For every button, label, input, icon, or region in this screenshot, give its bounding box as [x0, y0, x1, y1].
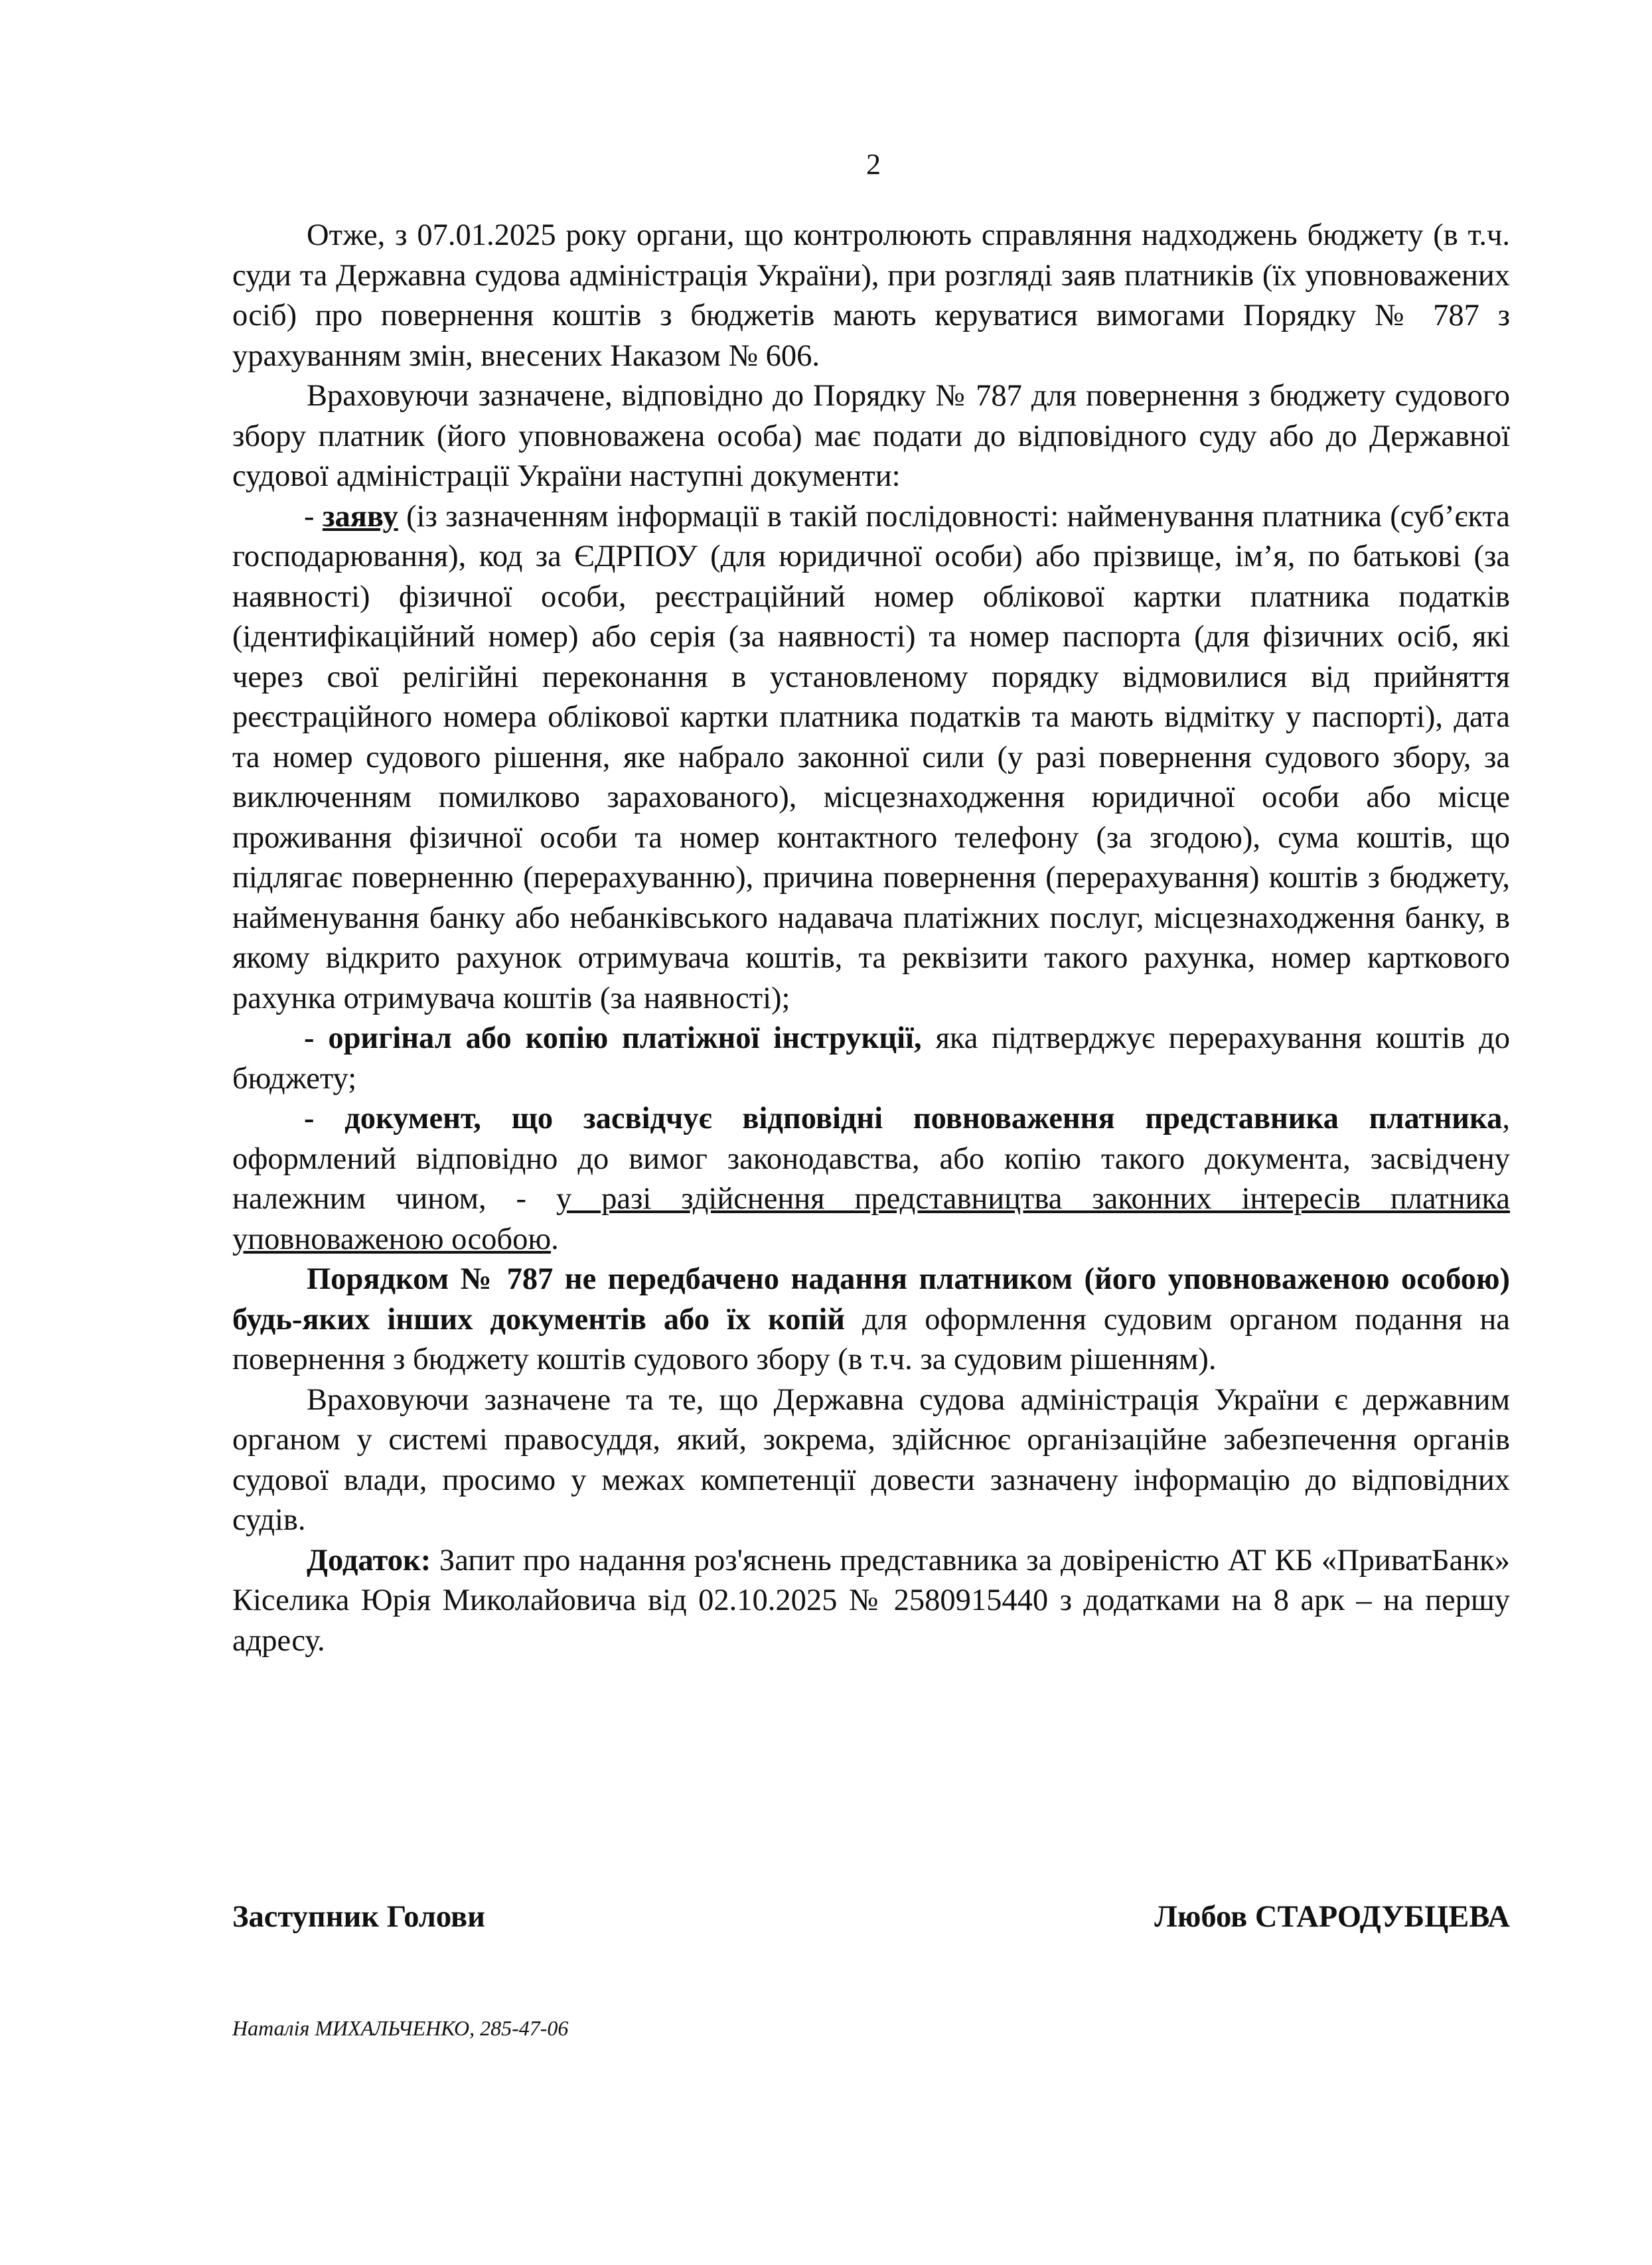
appendix-paragraph: [232, 1541, 1510, 1662]
payment-instruction-term: - оригінал або копію платіжної інструкції,: [304, 1021, 922, 1055]
appendix-text: Запит про надання роз'яснень представника за довіреністю АТ КБ «ПриватБанк» Кіселика Юрія Миколайовича від 02.10.2025 № 2580915440 з додатками на 8 арк – на першу адресу.: [232, 1543, 1510, 1658]
authority-document-condition: у разі здійснення представництва законних інтересів платника уповноваженою особою: [232, 1182, 1510, 1256]
paragraph-3-emphasis: Порядком № 787 не передбачено надання платником (його уповноваженою особою) будь-яких інших документів або їх копій: [232, 1262, 1510, 1337]
list-item-application: [232, 497, 1510, 1019]
signatory-name: Любов СТАРОДУБЦЕВА: [1154, 1900, 1510, 1934]
list-item-authority-document: [232, 1099, 1510, 1260]
paragraph-3: [232, 1260, 1510, 1380]
list-item-payment-instruction: [232, 1019, 1510, 1099]
paragraph-4: Враховуючи зазначене та те, що Державна судова адміністрація України є державним органом у системі правосуддя, який, зокрема, здійснює організаційне забезпечення органів судової влади, просимо у межах компетенції довести зазначену інформацію до відповідних судів.: [232, 1382, 1510, 1537]
appendix-label: Додаток:: [307, 1543, 431, 1577]
payment-instruction-details: яка підтверджує перерахування коштів до бюджету;: [232, 1021, 1510, 1096]
paragraph-1: Отже, з 07.01.2025 року органи, що контролюють справляння надходжень бюджету (в т.ч. суди та Державна судова адміністрація України), при розгляді заяв платників (їх уповноважених осіб) про повернення коштів з бюджетів мають керуватися вимогами Порядку № 787 з урахуванням змін, внесених Наказом № 606.: [232, 218, 1510, 373]
paragraph-2: Враховуючи зазначене, відповідно до Порядку № 787 для повернення з бюджету судового збору платник (його уповноважена особа) має подати до відповідного суду або до Державної судової адміністрації України наступні документи:: [232, 379, 1510, 493]
executor-line: Наталія МИХАЛЬЧЕНКО, 285-47-06: [232, 2016, 569, 2040]
paragraph-3-rest: для оформлення судовим органом подання на повернення з бюджету коштів судового збору (в т.ч. за судовим рішенням).: [232, 1302, 1510, 1376]
application-details: (із зазначенням інформації в такій послідовності: найменування платника (суб’єкта господарювання), код за ЄДРПОУ (для юридичної особи) або прізвище, ім’я, по батькові (за наявності) фізичної особи, реєстраційний номер облікової картки платника податків (ідентифікаційний номер) або серія (за наявності) та номер паспорта (для фізичних осіб, які через свої релігійні переконання в установленому порядку відмовилися від прийняття реєстраційного номера облікової картки платника податків та мають відмітку у паспорті), дата та номер судового рішення, яке набрало законної сили (у разі повернення судового збору, за виключенням помилково зарахованого), місцезнаходження юридичної особи або місце проживання фізичної особи та номер контактного телефону (за згодою), сума коштів, що підлягає поверненню (перерахуванню), причина повернення (перерахування) коштів з бюджету, найменування банку або небанківського надавача платіжних послуг, місцезнаходження банку, в якому відкрито рахунок отримувача коштів, та реквізити такого рахунка, номер карткового рахунка отримувача коштів (за наявності);: [232, 499, 1510, 1015]
signatory-position: Заступник Голови: [232, 1900, 485, 1934]
page-number: 2: [866, 148, 881, 181]
authority-document-term: - документ, що засвідчує відповідні повноваження представника платника: [304, 1102, 1503, 1135]
application-term: заяву: [322, 499, 398, 534]
letter-body: [232, 216, 1510, 1661]
list-dash: -: [304, 499, 323, 534]
authority-document-end: .: [551, 1222, 559, 1256]
authority-document-details: , оформлений відповідно до вимог законодавства, або копію такого документа, засвідчену належним чином, -: [232, 1102, 1510, 1216]
